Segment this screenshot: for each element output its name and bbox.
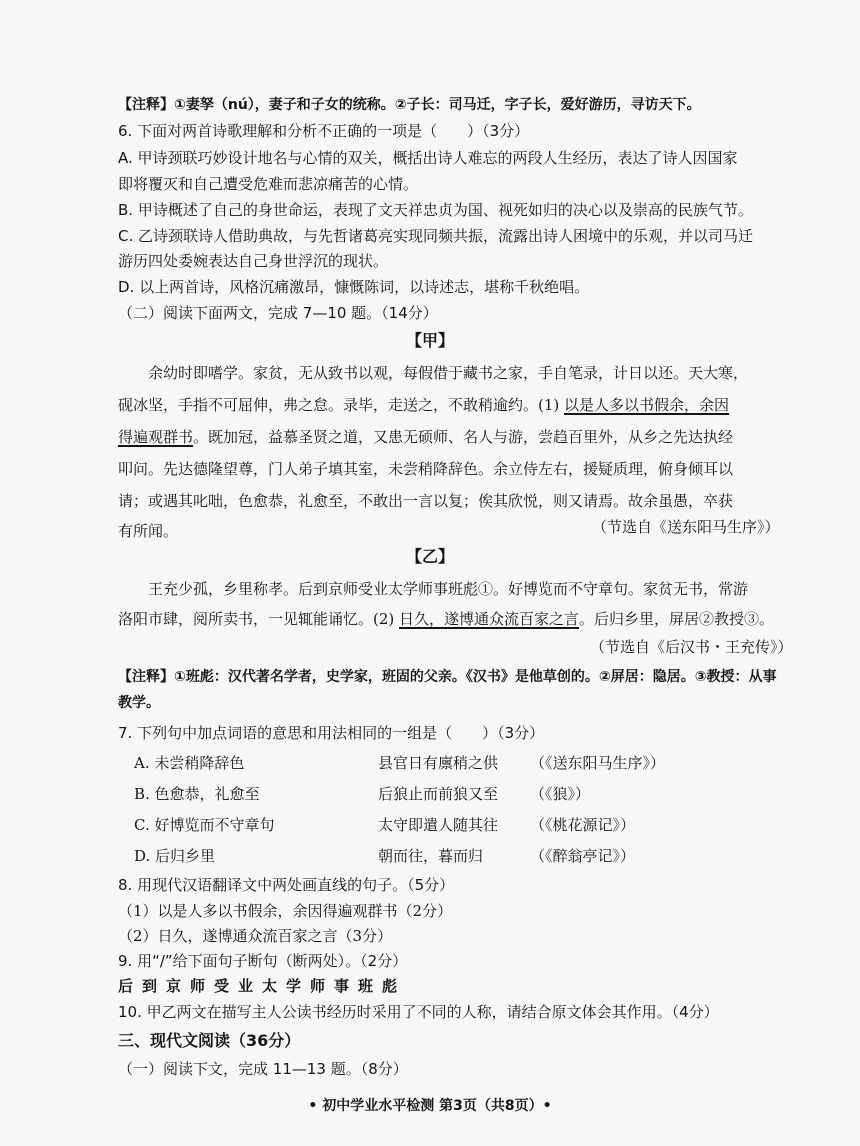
section-3-sub-heading: （一）阅读下文，完成 11—13 题。（8分） bbox=[118, 1060, 408, 1078]
q7-row-a-source: （《送东阳马生序》） bbox=[530, 754, 666, 772]
text-jia-line-1: 余幼时即嗜学。家贫，无从致书以观，每假借于藏书之家，手自笔录，计日以还。天大寒， bbox=[148, 364, 749, 382]
text-jia-line-3 bbox=[118, 426, 733, 448]
underlined-sentence-1-part-b: 得遍观群书 bbox=[118, 428, 194, 446]
section-2-heading: （二）阅读下面两文，完成 7—10 题。（14分） bbox=[118, 304, 438, 322]
underlined-sentence-2: 日久，遂博通众流百家之言 bbox=[399, 610, 580, 628]
question-7-stem: 7. 下列句中加点词语的意思和用法相同的一组是（ ）（3分） bbox=[118, 724, 545, 742]
question-6-option-a: A. 甲诗颈联巧妙设计地名与心情的双关，概括出诗人难忘的两段人生经历，表达了诗人因国家 bbox=[118, 149, 738, 167]
annotation-texts-cont: 教学。 bbox=[118, 695, 160, 711]
annotation-texts: 【注释】①班彪：汉代著名学者，史学家，班固的父亲。《汉书》是他草创的。②屏居：隐居。③教授：从事 bbox=[118, 669, 777, 685]
text-yi-source: （节选自《后汉书・王充传》） bbox=[590, 638, 793, 656]
q7-row-d-source: （《醉翁亭记》） bbox=[530, 847, 636, 865]
text-yi-line-2-end: 。后归乡里，屏居②教授③。 bbox=[579, 610, 775, 628]
q7-row-b-mid: 后狼止而前狼又至 bbox=[378, 785, 499, 803]
text-yi-line-2 bbox=[118, 608, 774, 630]
question-6-option-c-cont: 游历四处委婉表达自己身世浮沉的现状。 bbox=[118, 252, 389, 270]
text-jia-title: 【甲】 bbox=[405, 331, 454, 350]
text-jia-line-6: 有所闻。 bbox=[118, 522, 179, 540]
text-jia-line-5: 请；或遇其叱咄，色愈恭，礼愈至，不敢出一言以复；俟其欣悦，则又请焉。故余虽愚，卒获 bbox=[118, 492, 734, 510]
q7-row-a-mid: 县官日有廪稍之供 bbox=[378, 754, 499, 772]
text-jia-line-2-plain: 砚冰坚，手指不可屈伸，弗之怠。录毕，走送之，不敢稍逾约。(1) bbox=[118, 396, 565, 414]
q7-row-a-left: A. 未尝稍降辞色 bbox=[134, 754, 245, 772]
underlined-sentence-1-part-a: 以是人多以书假余，余因 bbox=[564, 396, 730, 414]
page-footer: • 初中学业水平检测 第3页（共8页）• bbox=[308, 1098, 552, 1114]
question-6-option-b: B. 甲诗概述了自己的身世命运，表现了文天祥忠贞为国、视死如归的决心以及崇高的民族气节。 bbox=[118, 201, 753, 219]
question-8-sentence-2: （2）日久，遂博通众流百家之言（3分） bbox=[118, 927, 393, 945]
q7-row-c-left: C. 好博览而不守章句 bbox=[134, 816, 275, 834]
question-6-option-c: C. 乙诗颈联诗人借助典故，与先哲诸葛亮实现同频共振，流露出诗人困境中的乐观，并以司马迁 bbox=[118, 227, 754, 245]
question-6-option-a-cont: 即将覆灭和自己遭受危难而悲凉痛苦的心情。 bbox=[118, 175, 419, 193]
question-8-stem: 8. 用现代汉语翻译文中两处画直线的句子。（5分） bbox=[118, 876, 455, 894]
text-jia-line-2 bbox=[118, 394, 729, 416]
q7-row-d-mid: 朝而往，暮而归 bbox=[378, 847, 484, 865]
question-6-stem: 6. 下面对两首诗歌理解和分析不正确的一项是（ ）（3分） bbox=[118, 122, 530, 140]
annotation-poem: 【注释】①妻孥（nú），妻子和子女的统称。②子长：司马迁，字子长，爱好游历，寻访天下。 bbox=[118, 97, 701, 113]
text-jia-line-4: 叩问。先达德隆望尊，门人弟子填其室，未尝稍降辞色。余立侍左右，援疑质理，俯身倾耳以 bbox=[118, 460, 734, 478]
q7-row-b-left: B. 色愈恭，礼愈至 bbox=[134, 785, 260, 803]
question-9-stem: 9. 用“/”给下面句子断句（断两处）。（2分） bbox=[118, 952, 408, 970]
section-3-heading: 三、现代文阅读（36分） bbox=[118, 1031, 301, 1050]
text-yi-line-2-plain: 洛阳市肆，阅所卖书，一见辄能诵忆。(2) bbox=[118, 610, 400, 628]
text-jia-line-3-plain: 。既加冠，益慕圣贤之道，又患无硕师、名人与游，尝趋百里外，从乡之先达执经 bbox=[193, 428, 734, 446]
q7-row-b-source: （《狼》） bbox=[530, 785, 591, 803]
question-8-sentence-1: （1）以是人多以书假余，余因得遍观群书（2分） bbox=[118, 902, 453, 920]
q7-row-d-left: D. 后归乡里 bbox=[134, 847, 216, 865]
q7-row-c-source: （《桃花源记》） bbox=[530, 816, 636, 834]
q7-row-c-mid: 太守即遣人随其往 bbox=[378, 816, 499, 834]
question-9-sentence: 后到京师受业太学师事班彪 bbox=[118, 977, 407, 995]
text-yi-title: 【乙】 bbox=[405, 547, 454, 566]
question-10: 10. 甲乙两文在描写主人公读书经历时采用了不同的人称，请结合原文体会其作用。（4分） bbox=[118, 1003, 719, 1021]
text-jia-source: （节选自《送东阳马生序》） bbox=[592, 518, 780, 536]
question-6-option-d: D. 以上两首诗，风格沉痛激昂，慷慨陈词，以诗述志，堪称千秋绝唱。 bbox=[118, 278, 590, 296]
text-yi-line-1: 王充少孤，乡里称孝。后到京师受业太学师事班彪①。好博览而不守章句。家贫无书，常游 bbox=[148, 580, 749, 598]
